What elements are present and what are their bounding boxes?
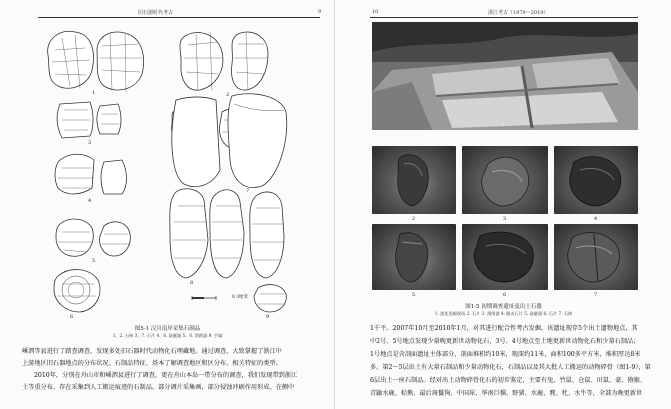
fig-number: 3	[88, 140, 92, 146]
drawing-item-1	[48, 31, 144, 92]
photo-number: 1	[502, 122, 506, 128]
excavation-photo	[372, 22, 638, 130]
scale-bar	[192, 296, 216, 300]
artifact-photo	[372, 224, 456, 290]
drawing-item-7	[54, 270, 100, 312]
artifact-photo	[462, 146, 548, 214]
drawing-item-6	[56, 219, 130, 256]
figure-caption: 图5-1 汉川南岸采集石制品	[134, 326, 201, 332]
drawing-item-8	[172, 94, 287, 188]
photo-number: 6	[503, 292, 507, 298]
drawing-item-5	[55, 154, 127, 194]
fig-number: 1	[92, 90, 96, 96]
body-text	[370, 322, 666, 400]
text-line: 1千平。2007年10月至2010年1月，对其进行配合性考古发掘。该遗址现存5个出土遗物地点，其	[370, 325, 638, 332]
text-line: 中2号、5号地点发现少量晚更新世动物化石，3号、4号地点至土地更新世动物化石和少量石制品；	[370, 338, 640, 345]
drawing-item-2	[180, 32, 268, 90]
text-line: 6层出土一座石制品。经对出土动物碎骨化石的初步鉴定，主要有兔、竹鼠、仓鼠、田鼠、豪、猕猴、	[370, 377, 647, 384]
text-line: 2010年，分别在舟山市和嵊泗县进行了调查，更在舟山本岛一带分布的调查，我们发现带到浙江	[34, 372, 298, 379]
drawing-item-3	[57, 102, 121, 138]
photo-number: 5	[412, 292, 416, 298]
drawing-small-flake	[254, 285, 286, 312]
header-rule	[370, 17, 638, 18]
text-line: 嵊泗等县进行了踏查调查，发现多处旧石器时代动物化石埋藏地。通过调查，大致掌握了浙江中	[22, 348, 282, 355]
fig-number: 6	[70, 314, 74, 320]
artifact-photo	[554, 146, 638, 214]
scale-label: 0 3厘米	[232, 295, 249, 300]
fig-number: 7	[246, 188, 250, 194]
left-page	[0, 0, 335, 409]
drawing-item-9	[170, 189, 284, 278]
photo-number: 3	[503, 216, 507, 222]
body-text	[22, 346, 322, 394]
text-line: 1号地点是含剖面遗址主体部分，剖面堆积约10米，现深约11米，面积100多平方米，堆积厚达8米	[370, 351, 641, 358]
text-line: 青鼬水鹿、棕熊、最后斑鬣狗、中国犀、华南巨貘、野猪、水鹿、麂、牝、水牛等，全部为晚更新世	[370, 390, 643, 397]
photo-number: 2	[412, 216, 416, 222]
fig-number: 9	[266, 314, 270, 320]
page-number: 10	[372, 9, 379, 15]
page-number: 9	[318, 9, 322, 15]
text-line: 土等重分布、存在采集到人工搬运痕迹的石制品。部分调片采集画，部分侵蚀冲刷作用形成。在侧中	[22, 384, 295, 391]
running-head: 浙江考古（1979～2019）	[488, 10, 549, 16]
artifact-photo	[462, 224, 548, 290]
photo-number: 4	[594, 216, 598, 222]
figure-caption: 图1-5 初期调查遗址及出土石器	[465, 304, 542, 310]
figure-caption-detail: 1. 遗址发掘现场 2. 石片 3. 刮削器 4. 砸击石片 5. 砍砸器 6. 石片 7. 石核	[434, 311, 573, 316]
fig-number: 2	[226, 92, 230, 98]
photo-number: 7	[594, 292, 598, 298]
right-page	[336, 0, 671, 409]
text-line: 多。第2～5层出土有大量石制品和少量动物化石，石制品以及其大批人工搬运的动物碎骨（图1-9），第	[370, 364, 651, 371]
artifact-photo	[372, 146, 456, 214]
fig-number: 5	[92, 258, 96, 264]
artifact-photo	[554, 224, 638, 290]
text-line: 上游地区旧石器地点的分布状况、石制品特征、基本了解调查地区和区分布、相关特征的类型。	[22, 360, 282, 367]
fig-number: 4	[88, 198, 92, 204]
fig-number: 8	[190, 280, 194, 286]
figure-caption-detail: 1、2. 石核 3、7. 石片 4、8. 砍砸器 5、6. 刮削器 9. 手镐	[112, 333, 223, 338]
running-head: 旧石器时代考古	[138, 10, 174, 16]
